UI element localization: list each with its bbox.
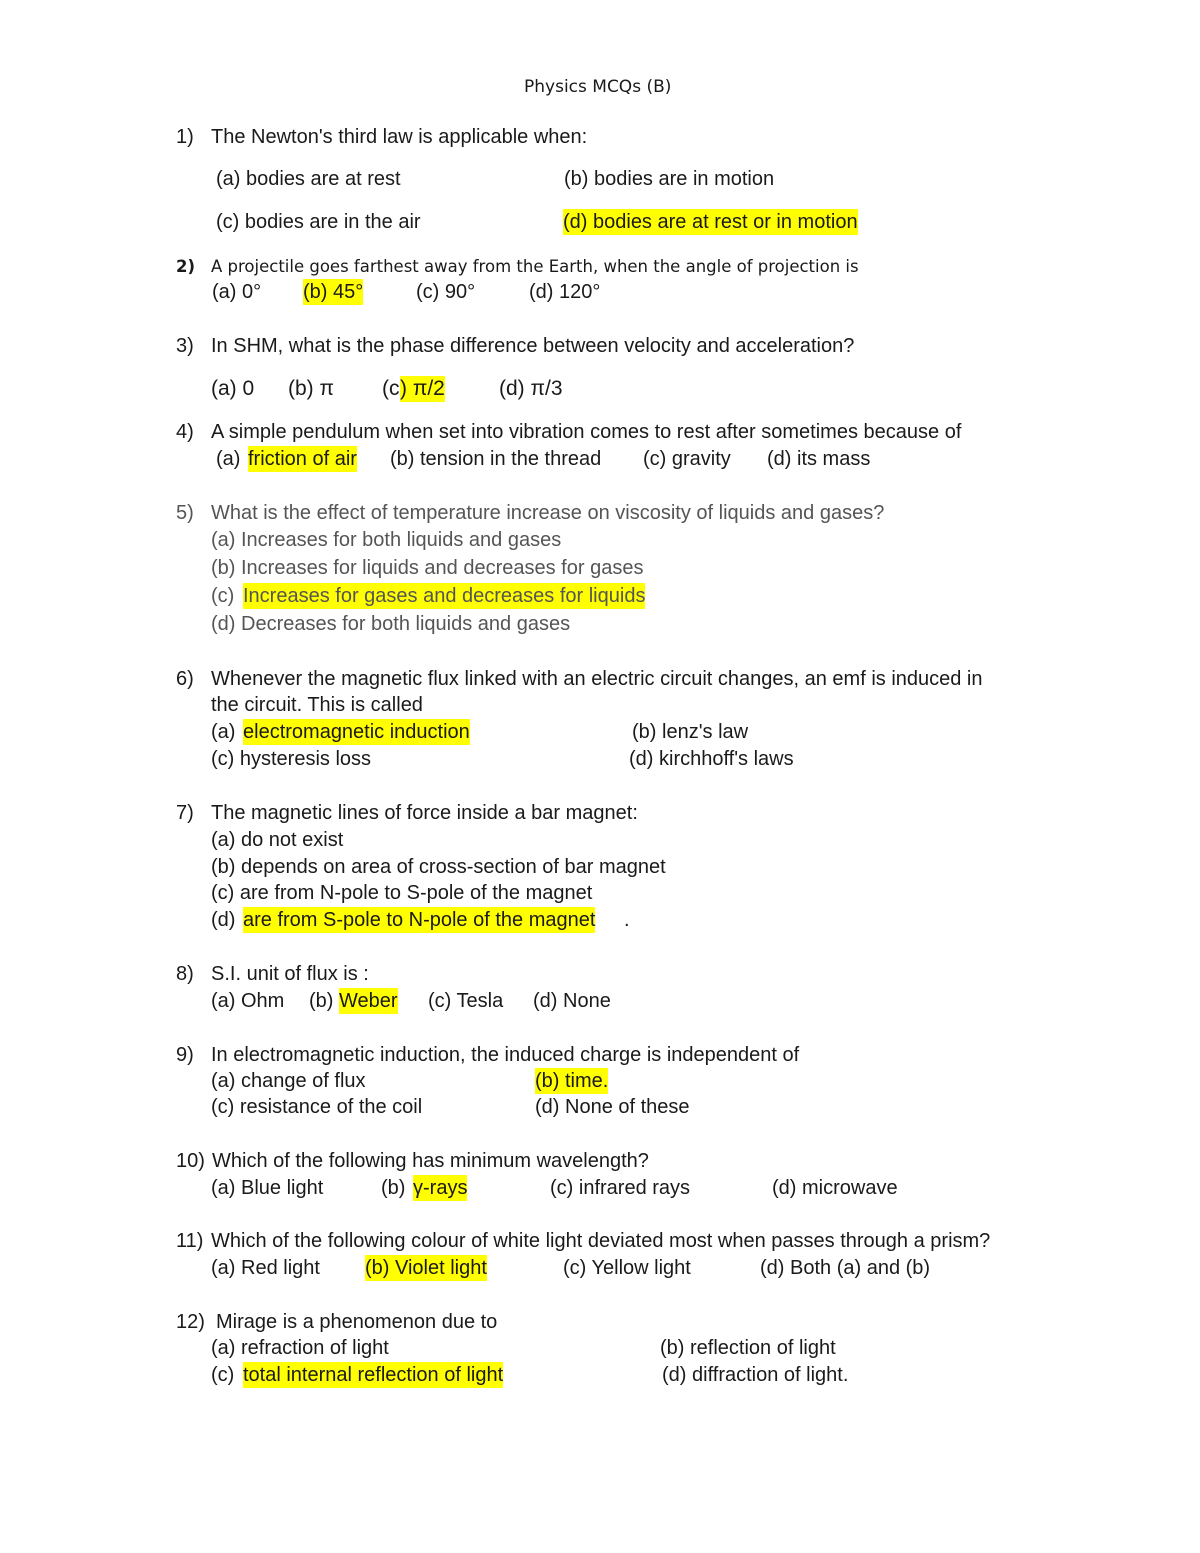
option-d-correct: (d) bodies are at rest or in motion [563, 211, 858, 233]
question-text: Mirage is a phenomenon due to [216, 1311, 498, 1333]
option-d: (d) Both (a) and (b) [760, 1257, 931, 1279]
option-c: (c) gravity [643, 448, 731, 470]
option-a: (a) Red light [211, 1257, 320, 1279]
option-b: (b) reflection of light [660, 1337, 836, 1359]
question-text: In SHM, what is the phase difference between velocity and acceleration? [211, 335, 855, 357]
option-c: (c) bodies are in the air [216, 211, 421, 233]
option-d-label: (d) [211, 909, 236, 931]
question-text-continued: the circuit. This is called [211, 694, 423, 716]
option-b-label: (b) [381, 1177, 406, 1199]
option-a-correct: electromagnetic induction [243, 721, 470, 743]
option-d: (d) its mass [767, 448, 871, 470]
question-number: 2) [176, 257, 196, 276]
option-d: (d) kirchhoff's laws [629, 748, 794, 770]
question-text: Which of the following has minimum wavelength? [212, 1150, 649, 1172]
option-c: (c) Tesla [428, 990, 504, 1012]
question-number: 10) [176, 1150, 205, 1172]
option-c-label: (c) [211, 585, 235, 607]
option-b-correct: (b) time. [535, 1070, 609, 1092]
page-title: Physics MCQs (B) [524, 77, 672, 97]
option-d-correct: are from S-pole to N-pole of the magnet [243, 909, 596, 931]
question-number: 6) [176, 668, 194, 690]
option-d: (d) microwave [772, 1177, 898, 1199]
option-c-correct: Increases for gases and decreases for liquids [243, 585, 646, 607]
question-text: A projectile goes farthest away from the Earth, when the angle of projection is [211, 257, 859, 276]
question-text: The Newton's third law is applicable when: [211, 126, 588, 148]
option-a: (a) change of flux [211, 1070, 366, 1092]
question-number: 5) [176, 502, 194, 524]
option-a: (a) Blue light [211, 1177, 324, 1199]
question-text: Whenever the magnetic flux linked with an electric circuit changes, an emf is induced in [211, 668, 983, 690]
option-c: (c) are from N-pole to S-pole of the magnet [211, 882, 593, 904]
question-number: 11) [176, 1230, 204, 1252]
option-c-label: (c) [211, 1364, 235, 1386]
option-a: (a) bodies are at rest [216, 168, 401, 190]
option-c: (c) resistance of the coil [211, 1096, 423, 1118]
question-text: A simple pendulum when set into vibration comes to rest after sometimes because of [211, 421, 962, 443]
option-b-correct: γ-rays [413, 1177, 468, 1199]
question-text: Which of the following colour of white light deviated most when passes through a prism? [211, 1230, 991, 1252]
option-c: (c) infrared rays [550, 1177, 691, 1199]
option-b-correct: (b) Violet light [365, 1257, 487, 1279]
option-a: (a) 0 [211, 377, 255, 400]
question-text: S.I. unit of flux is : [211, 963, 369, 985]
option-a: (a) refraction of light [211, 1337, 389, 1359]
option-d: (d) diffraction of light. [662, 1364, 849, 1386]
option-d: (d) None of these [535, 1096, 690, 1118]
question-number: 1) [176, 126, 194, 148]
question-number: 4) [176, 421, 194, 443]
option-b: (b) π [288, 377, 334, 400]
option-c-correct: total internal reflection of light [243, 1364, 504, 1386]
option-a: (a) Increases for both liquids and gases [211, 529, 562, 551]
option-b: (b) Increases for liquids and decreases for gases [211, 557, 644, 579]
option-b-label: (b) [309, 990, 334, 1012]
question-number: 12) [176, 1311, 205, 1333]
option-b: (b) tension in the thread [390, 448, 602, 470]
option-d: (d) None [533, 990, 611, 1012]
option-b: (b) bodies are in motion [564, 168, 775, 190]
option-c: (c) 90° [416, 281, 476, 303]
option-b-correct: Weber [339, 990, 398, 1012]
option-a-label: (a) [211, 721, 236, 743]
option-d: (d) π/3 [499, 377, 563, 400]
option-a-label: (a) [216, 448, 241, 470]
option-c-prefix: (c [382, 377, 400, 400]
question-number: 7) [176, 802, 194, 824]
option-a: (a) do not exist [211, 829, 344, 851]
option-a-correct: friction of air [248, 448, 357, 470]
option-d: (d) 120° [529, 281, 601, 303]
option-d: (d) Decreases for both liquids and gases [211, 613, 571, 635]
option-b: (b) lenz's law [632, 721, 749, 743]
option-a: (a) Ohm [211, 990, 285, 1012]
question-text: In electromagnetic induction, the induced charge is independent of [211, 1044, 800, 1066]
question-text: What is the effect of temperature increase on viscosity of liquids and gases? [211, 502, 885, 524]
option-a: (a) 0° [212, 281, 262, 303]
option-c: (c) Yellow light [563, 1257, 691, 1279]
question-number: 3) [176, 335, 194, 357]
question-number: 9) [176, 1044, 194, 1066]
question-text: The magnetic lines of force inside a bar magnet: [211, 802, 638, 824]
option-b: (b) depends on area of cross-section of bar magnet [211, 856, 666, 878]
option-c-correct: ) π/2 [400, 377, 445, 400]
question-number: 8) [176, 963, 194, 985]
option-d-period: . [624, 909, 630, 931]
option-b-correct: (b) 45° [303, 281, 364, 303]
option-c: (c) hysteresis loss [211, 748, 372, 770]
